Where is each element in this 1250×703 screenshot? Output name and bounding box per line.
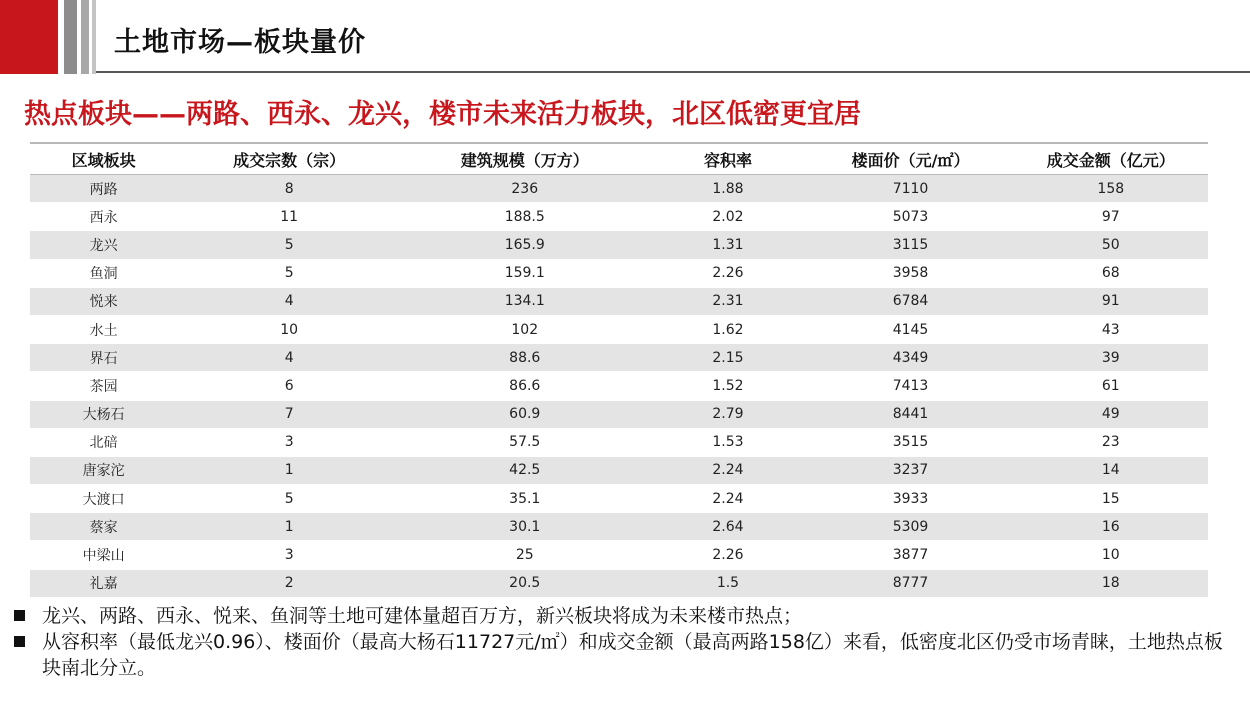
table-cell: 2.31 (648, 287, 807, 315)
table-cell: 2.26 (648, 541, 807, 569)
table-cell: 39 (1014, 344, 1208, 372)
table-cell: 3237 (807, 456, 1013, 484)
table-cell: 50 (1014, 231, 1208, 259)
table-cell: 1.31 (648, 231, 807, 259)
table-row (30, 456, 1208, 484)
table-cell: 2.24 (648, 485, 807, 513)
column-header: 成交金额（亿元） (1014, 143, 1208, 175)
table-cell: 5 (177, 485, 401, 513)
table-cell: 5 (177, 231, 401, 259)
table-cell: 蔡家 (30, 513, 177, 541)
notes-list (14, 603, 1234, 681)
table-cell: 水土 (30, 315, 177, 343)
table-row (30, 569, 1208, 597)
table-cell: 8777 (807, 569, 1013, 597)
table-cell: 5073 (807, 203, 1013, 231)
table-cell: 102 (401, 315, 648, 343)
table-cell: 界石 (30, 344, 177, 372)
table-cell: 7 (177, 400, 401, 428)
table-cell: 中梁山 (30, 541, 177, 569)
table-cell: 14 (1014, 456, 1208, 484)
table-cell: 5309 (807, 513, 1013, 541)
table-cell: 61 (1014, 372, 1208, 400)
table-row (30, 372, 1208, 400)
table-cell: 3933 (807, 485, 1013, 513)
table-cell: 30.1 (401, 513, 648, 541)
gray-accent-bar (81, 0, 89, 74)
table-row (30, 175, 1208, 203)
table-cell: 2.26 (648, 259, 807, 287)
table-cell: 6 (177, 372, 401, 400)
table-cell: 3 (177, 541, 401, 569)
table-row (30, 315, 1208, 343)
column-header: 容积率 (648, 143, 807, 175)
table-cell: 6784 (807, 287, 1013, 315)
table-cell: 10 (1014, 541, 1208, 569)
table-cell: 159.1 (401, 259, 648, 287)
table-cell: 7110 (807, 175, 1013, 203)
table-cell: 4 (177, 344, 401, 372)
table-cell: 两路 (30, 175, 177, 203)
table-cell: 25 (401, 541, 648, 569)
table-cell: 2.64 (648, 513, 807, 541)
table-row (30, 344, 1208, 372)
table-row (30, 400, 1208, 428)
table-cell: 49 (1014, 400, 1208, 428)
table-cell: 1.52 (648, 372, 807, 400)
table-cell: 7413 (807, 372, 1013, 400)
table-cell: 1.62 (648, 315, 807, 343)
column-header: 建筑规模（万方） (401, 143, 648, 175)
table-cell: 茶园 (30, 372, 177, 400)
table-cell: 4349 (807, 344, 1013, 372)
table-cell: 3958 (807, 259, 1013, 287)
table-header-row (30, 143, 1208, 175)
table-cell: 60.9 (401, 400, 648, 428)
table-cell: 15 (1014, 485, 1208, 513)
table-cell: 礼嘉 (30, 569, 177, 597)
table-cell: 2.02 (648, 203, 807, 231)
table-cell: 3877 (807, 541, 1013, 569)
table-cell: 1.53 (648, 428, 807, 456)
table-row (30, 287, 1208, 315)
table-cell: 42.5 (401, 456, 648, 484)
square-bullet-icon (14, 610, 25, 621)
table-cell: 11 (177, 203, 401, 231)
table-row (30, 428, 1208, 456)
gray-accent-bar (64, 0, 77, 74)
table-cell: 大杨石 (30, 400, 177, 428)
page-title: 土地市场—板块量价 (114, 27, 366, 58)
note-text: 龙兴、两路、西永、悦来、鱼洞等土地可建体量超百万方，新兴板块将成为未来楼市热点； (42, 605, 803, 627)
table-row (30, 485, 1208, 513)
square-bullet-icon (14, 636, 25, 647)
column-header: 区域板块 (30, 143, 177, 175)
table-cell: 5 (177, 259, 401, 287)
table-cell: 91 (1014, 287, 1208, 315)
data-table (30, 142, 1208, 598)
slide-subtitle: 热点板块——两路、西永、龙兴，楼市未来活力板块，北区低密更宜居 (24, 99, 861, 130)
table-row (30, 513, 1208, 541)
table-cell: 3115 (807, 231, 1013, 259)
table-cell: 1 (177, 456, 401, 484)
table-cell: 43 (1014, 315, 1208, 343)
note-item (14, 629, 1234, 681)
table-cell: 97 (1014, 203, 1208, 231)
table-cell: 西永 (30, 203, 177, 231)
table-row (30, 203, 1208, 231)
table-cell: 68 (1014, 259, 1208, 287)
red-accent-bar (0, 0, 58, 74)
table-cell: 1.88 (648, 175, 807, 203)
table-cell: 16 (1014, 513, 1208, 541)
table-cell: 2.24 (648, 456, 807, 484)
header (0, 0, 1250, 74)
table-cell: 165.9 (401, 231, 648, 259)
table-cell: 2 (177, 569, 401, 597)
table-cell: 8 (177, 175, 401, 203)
table-cell: 10 (177, 315, 401, 343)
note-item (14, 603, 1234, 629)
table-cell: 北碚 (30, 428, 177, 456)
column-header: 成交宗数（宗） (177, 143, 401, 175)
table-cell: 158 (1014, 175, 1208, 203)
table-row (30, 541, 1208, 569)
table-cell: 23 (1014, 428, 1208, 456)
table-cell: 20.5 (401, 569, 648, 597)
table-cell: 4145 (807, 315, 1013, 343)
table-cell: 3515 (807, 428, 1013, 456)
header-divider (96, 71, 1250, 73)
table-cell: 3 (177, 428, 401, 456)
gray-accent-bar (92, 0, 96, 74)
note-text: 从容积率（最低龙兴0.96）、楼面价（最高大杨石11727元/㎡）和成交金额（最高两路158亿）来看，低密度北区仍受市场青睐，土地热点板块南北分立。 (42, 631, 1223, 679)
table-cell: 4 (177, 287, 401, 315)
table-cell: 唐家沱 (30, 456, 177, 484)
table-cell: 188.5 (401, 203, 648, 231)
table-cell: 35.1 (401, 485, 648, 513)
table-cell: 鱼洞 (30, 259, 177, 287)
table-cell: 86.6 (401, 372, 648, 400)
table-cell: 大渡口 (30, 485, 177, 513)
table-cell: 2.15 (648, 344, 807, 372)
table-row (30, 231, 1208, 259)
table-cell: 18 (1014, 569, 1208, 597)
table-cell: 57.5 (401, 428, 648, 456)
table-cell: 2.79 (648, 400, 807, 428)
table-row (30, 259, 1208, 287)
table-cell: 龙兴 (30, 231, 177, 259)
table-cell: 悦来 (30, 287, 177, 315)
table-cell: 236 (401, 175, 648, 203)
table-cell: 88.6 (401, 344, 648, 372)
table-cell: 1 (177, 513, 401, 541)
table-cell: 134.1 (401, 287, 648, 315)
table-cell: 1.5 (648, 569, 807, 597)
table-cell: 8441 (807, 400, 1013, 428)
column-header: 楼面价（元/㎡） (807, 143, 1013, 175)
